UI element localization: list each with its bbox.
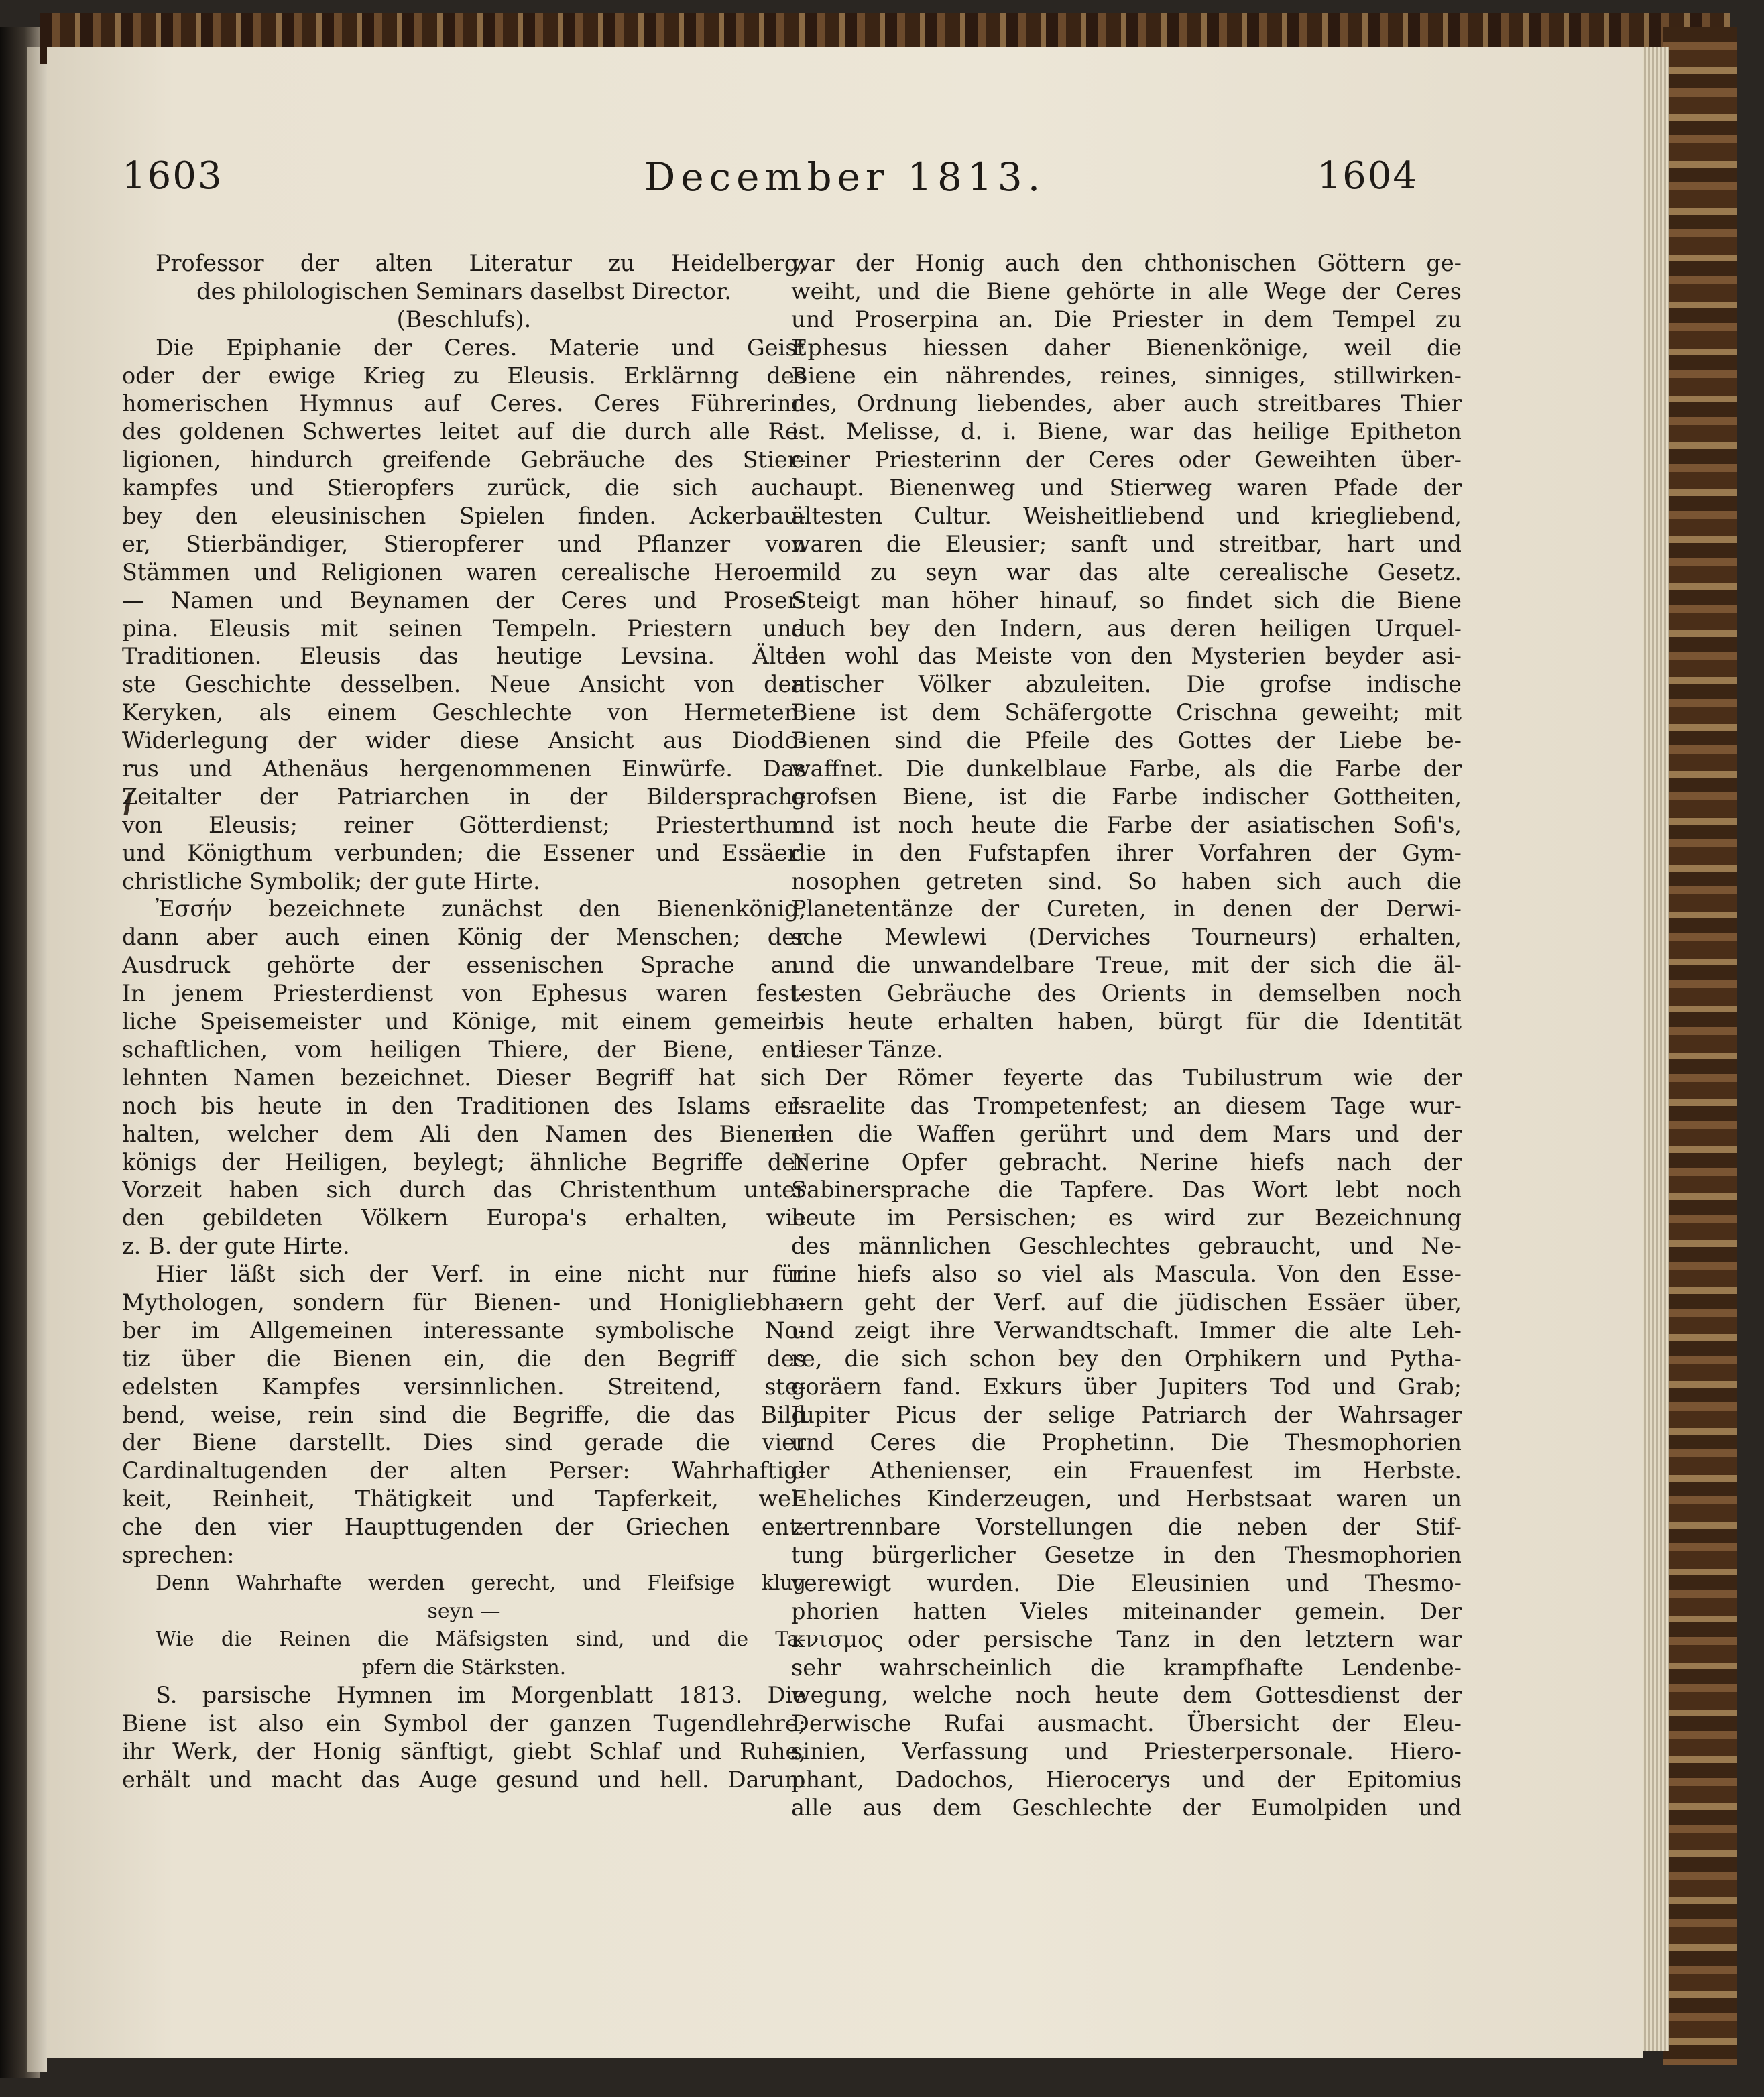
text-line: Derwische Rufai ausmacht. Übersicht der Eleu-	[791, 1710, 1462, 1737]
text-line: dieser Tänze.	[791, 1036, 943, 1063]
text-line: den die Waffen gerührt und dem Mars und der	[791, 1120, 1462, 1147]
verse-line: Wie die Reinen die Mäfsigsten sind, und die Ta-	[156, 1627, 806, 1651]
left-text-column	[122, 249, 806, 1794]
text-line: erhält und macht das Auge gesund und hell. Darum	[122, 1766, 806, 1793]
text-line: rine hiefs also so viel als Mascula. Von den Esse-	[791, 1261, 1462, 1288]
text-line: Nerine Opfer gebracht. Nerine hiefs nach der	[791, 1148, 1462, 1175]
text-line: grofsen Biene, ist die Farbe indischer Gottheiten,	[791, 783, 1462, 810]
text-line: re, die sich schon bey den Orphikern und Pytha-	[791, 1345, 1462, 1372]
text-line: ber im Allgemeinen interessante symbolische No-	[122, 1317, 806, 1343]
text-line: der Athenienser, ein Frauenfest im Herbste.	[791, 1457, 1462, 1484]
text-line: phant, Dadochos, Hierocerys und der Epitomius	[791, 1766, 1462, 1793]
text-line: des philologischen Seminars daselbst Director.	[196, 278, 731, 304]
text-line: Ephesus hiessen daher Bienenkönige, weil die	[791, 334, 1462, 361]
text-line: haupt. Bienenweg und Stierweg waren Pfade der	[791, 475, 1462, 501]
text-line: und Königthum verbunden; die Essener und Essäer:	[122, 839, 806, 866]
text-line: Hier läßt sich der Verf. in eine nicht nur für	[156, 1261, 806, 1288]
text-line: che den vier Haupttugenden der Griechen ent-	[122, 1514, 806, 1541]
text-line: nosophen getreten sind. So haben sich auch die	[791, 867, 1462, 894]
text-line: sehr wahrscheinlich die krampfhafte Lendenbe-	[791, 1654, 1462, 1681]
text-line: und ist noch heute die Farbe der asiatischen Sofi's,	[791, 811, 1462, 838]
facing-page-edge	[27, 47, 47, 2072]
text-line: rus und Athenäus hergenommenen Einwürfe. Das	[122, 756, 806, 782]
text-line: κνισμος oder persische Tanz in den letztern war	[791, 1626, 1462, 1653]
text-line: Eheliches Kinderzeugen, und Herbstsaat waren un	[791, 1486, 1462, 1512]
text-line: dann aber auch einen König der Menschen; der	[122, 924, 806, 951]
text-line: waren die Eleusier; sanft und streitbar, hart und	[791, 530, 1462, 557]
text-line: halten, welcher dem Ali den Namen des Bienen-	[122, 1120, 806, 1147]
text-line: ältesten Cultur. Weisheitliebend und kriegliebend,	[791, 503, 1462, 530]
text-line: mild zu seyn war das alte cerealische Gesetz.	[791, 558, 1462, 585]
text-line: schaftlichen, vom heiligen Thiere, der Biene, ent-	[122, 1036, 806, 1063]
text-line: ist. Melisse, d. i. Biene, war das heilige Epitheton	[791, 418, 1462, 445]
text-line: tiz über die Bienen ein, die den Begriff des	[122, 1345, 806, 1372]
text-line: und Ceres die Prophetinn. Die Thesmophorien	[791, 1429, 1462, 1456]
text-line: der Biene darstellt. Dies sind gerade die vier	[122, 1429, 806, 1456]
text-line: noch bis heute in den Traditionen des Islams er-	[122, 1092, 806, 1119]
text-line: Traditionen. Eleusis das heutige Levsina. Älte-	[122, 643, 806, 670]
text-line: Stämmen und Religionen waren cerealische Heroen.	[122, 558, 806, 585]
header-title: December 1813.	[644, 154, 1046, 200]
text-line: des goldenen Schwertes leitet auf die durch alle Re-	[122, 418, 806, 445]
text-line: Israelite das Trompetenfest; an diesem Tage wur-	[791, 1092, 1462, 1119]
text-line: und zeigt ihre Verwandtschaft. Immer die alte Leh-	[791, 1317, 1462, 1343]
text-line: Planetentänze der Cureten, in denen der Derwi-	[791, 896, 1462, 922]
text-line: ligionen, hindurch greifende Gebräuche des Stier-	[122, 446, 806, 473]
text-line: goräern fand. Exkurs über Jupiters Tod und Grab;	[791, 1373, 1462, 1400]
text-line: lehnten Namen bezeichnet. Dieser Begriff hat sich	[122, 1064, 806, 1091]
page-number-right: 1604	[1317, 154, 1418, 198]
text-line: (Beschlufs).	[396, 306, 532, 333]
text-line: Die Epiphanie der Ceres. Materie und Geist	[156, 334, 806, 361]
text-line: und Proserpina an. Die Priester in dem Tempel zu	[791, 306, 1462, 333]
text-line: er, Stierbändiger, Stieropferer und Pflanzer von	[122, 530, 806, 557]
marbled-cover-right	[1663, 27, 1737, 2065]
text-line: tung bürgerlicher Gesetze in den Thesmophorien	[791, 1541, 1462, 1568]
text-line: christliche Symbolik; der gute Hirte.	[122, 867, 540, 894]
text-line: bey den eleusinischen Spielen finden. Ackerbau-	[122, 503, 806, 530]
text-line: kampfes und Stieropfers zurück, die sich auch	[122, 475, 806, 501]
text-line: Der Römer feyerte das Tubilustrum wie der	[825, 1064, 1462, 1091]
text-line: sinien, Verfassung und Priesterpersonale. Hiero-	[791, 1738, 1462, 1765]
verse-line: seyn —	[427, 1599, 501, 1623]
text-line: nern geht der Verf. auf die jüdischen Essäer über,	[791, 1289, 1462, 1315]
text-line: war der Honig auch den chthonischen Göttern ge-	[791, 250, 1462, 276]
verse-line: Denn Wahrhafte werden gerecht, und Fleifsige klug	[156, 1571, 806, 1595]
text-line: z. B. der gute Hirte.	[122, 1233, 350, 1260]
text-line: zertrennbare Vorstellungen die neben der Stif-	[791, 1514, 1462, 1541]
page-number-left: 1603	[122, 154, 223, 198]
book-page	[47, 47, 1643, 2058]
text-line: heute im Persischen; es wird zur Bezeichnung	[791, 1205, 1462, 1232]
text-line: phorien hatten Vieles miteinander gemein. Der	[791, 1598, 1462, 1624]
text-line: verewigt wurden. Die Eleusinien und Thesmo-	[791, 1569, 1462, 1596]
text-line: bend, weise, rein sind die Begriffe, die das Bild	[122, 1401, 806, 1428]
text-line: Vorzeit haben sich durch das Christenthum unter	[122, 1177, 806, 1203]
text-line: sprechen:	[122, 1541, 235, 1568]
text-line: Zeitalter der Patriarchen in der Bildersprache	[122, 783, 806, 810]
text-line: liche Speisemeister und Könige, mit einem gemein-	[122, 1008, 806, 1035]
text-line: Steigt man höher hinauf, so findet sich die Biene	[791, 587, 1462, 613]
text-line: oder der ewige Krieg zu Eleusis. Erklärnng des	[122, 362, 806, 389]
text-line: weiht, und die Biene gehörte in alle Wege der Ceres	[791, 278, 1462, 304]
text-line: pina. Eleusis mit seinen Tempeln. Priestern und	[122, 615, 806, 642]
text-line: S. parsische Hymnen im Morgenblatt 1813. Die	[156, 1682, 806, 1709]
text-line: Professor der alten Literatur zu Heidelberg,	[156, 250, 806, 276]
text-line: Ἐσσήν bezeichnete zunächst den Bienenkönig,	[156, 896, 806, 922]
text-line: Jupiter Picus der selige Patriarch der Wahrsager	[791, 1401, 1462, 1428]
text-line: auch bey den Indern, aus deren heiligen Urquel-	[791, 615, 1462, 642]
text-line: keit, Reinheit, Thätigkeit und Tapferkeit, wel-	[122, 1486, 806, 1512]
text-line: Biene ist dem Schäfergotte Crischna geweiht; mit	[791, 699, 1462, 726]
text-line: atischer Völker abzuleiten. Die grofse indische	[791, 671, 1462, 698]
text-line: Keryken, als einem Geschlechte von Hermeten.	[122, 699, 806, 726]
text-line: königs der Heiligen, beylegt; ähnliche Begriffe der	[122, 1148, 806, 1175]
text-line: Biene ein nährendes, reines, sinniges, stillwirken-	[791, 362, 1462, 389]
text-line: Mythologen, sondern für Bienen- und Honigliebha-	[122, 1289, 806, 1315]
text-line: alle aus dem Geschlechte der Eumolpiden und	[791, 1794, 1462, 1821]
text-line: ihr Werk, der Honig sänftigt, giebt Schlaf und Ruhe,	[122, 1738, 806, 1765]
text-line: und die unwandelbare Treue, mit der sich die äl-	[791, 952, 1462, 979]
verse-line: pfern die Stärksten.	[361, 1655, 567, 1679]
text-line: ste Geschichte desselben. Neue Ansicht von den	[122, 671, 806, 698]
text-line: Sabinersprache die Tapfere. Das Wort lebt noch	[791, 1177, 1462, 1203]
text-line: len wohl das Meiste von den Mysterien beyder asi-	[791, 643, 1462, 670]
text-line: den gebildeten Völkern Europa's erhalten, wie	[122, 1205, 806, 1232]
text-line: testen Gebräuche des Orients in demselben noch	[791, 980, 1462, 1007]
text-line: Cardinaltugenden der alten Perser: Wahrhaftig-	[122, 1457, 806, 1484]
text-line: edelsten Kampfes versinnlichen. Streitend, ste-	[122, 1373, 806, 1400]
text-line: des, Ordnung liebendes, aber auch streitbares Thier	[791, 390, 1462, 417]
running-header	[47, 154, 1643, 215]
right-text-column	[791, 249, 1462, 1822]
text-line: bis heute erhalten haben, bürgt für die Identität	[791, 1008, 1462, 1035]
text-line: von Eleusis; reiner Götterdienst; Priesterthum	[122, 811, 806, 838]
text-line: Widerlegung der wider diese Ansicht aus Diodo-	[122, 727, 806, 754]
text-line: wegung, welche noch heute dem Gottesdienst der	[791, 1682, 1462, 1709]
text-line: waffnet. Die dunkelblaue Farbe, als die Farbe der	[791, 756, 1462, 782]
text-line: homerischen Hymnus auf Ceres. Ceres Führerinn	[122, 390, 806, 417]
text-line: In jenem Priesterdienst von Ephesus waren fest-	[122, 980, 806, 1007]
text-line: Biene ist also ein Symbol der ganzen Tugendlehre;	[122, 1710, 806, 1737]
text-line: sche Mewlewi (Derviches Tourneurs) erhalten,	[791, 924, 1462, 951]
text-line: — Namen und Beynamen der Ceres und Proser-	[122, 587, 806, 613]
text-line: die in den Fufstapfen ihrer Vorfahren der Gym-	[791, 839, 1462, 866]
text-line: Bienen sind die Pfeile des Gottes der Liebe be-	[791, 727, 1462, 754]
text-line: des männlichen Geschlechtes gebraucht, und Ne-	[791, 1233, 1462, 1260]
text-line: einer Priesterinn der Ceres oder Geweihten über-	[791, 446, 1462, 473]
text-line: Ausdruck gehörte der essenischen Sprache an.	[122, 952, 806, 979]
